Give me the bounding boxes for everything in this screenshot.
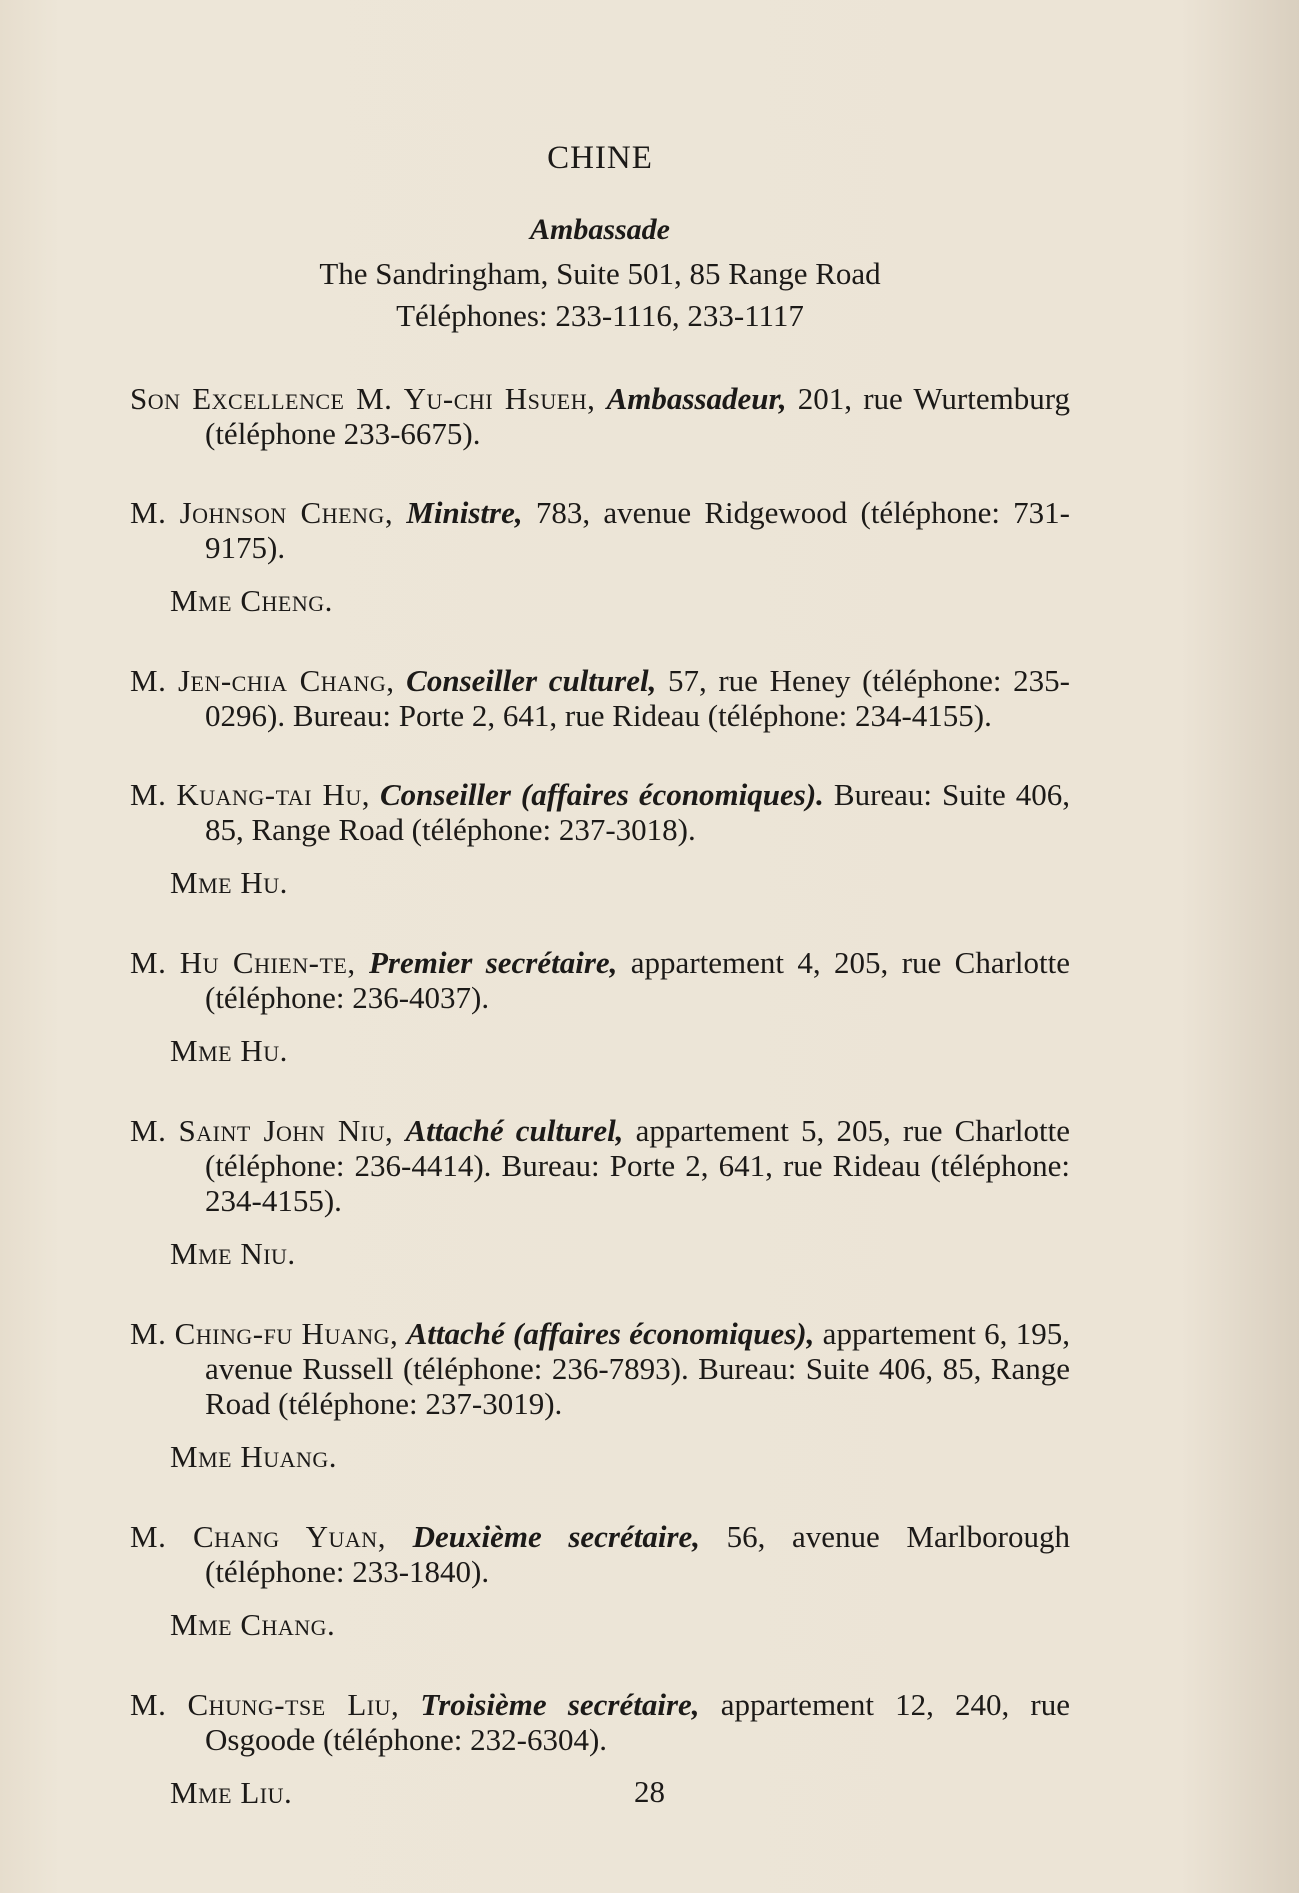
entry-role: Attaché (affaires économiques), <box>406 1316 815 1351</box>
entry-name: Johnson Cheng, <box>179 495 394 530</box>
entry-prefix: M. <box>130 777 167 812</box>
entry-details: appartement 4, 205, rue Charlotte (téléphone: 236-4037). <box>205 945 1071 1015</box>
entry-text <box>130 381 1070 451</box>
entry-prefix: M. <box>130 1519 167 1554</box>
entry-details: appartement 5, 205, rue Charlotte (téléphone: 236-4414). Bureau: Porte 2, 641, rue Rideau (téléphone: 234-4155). <box>205 1113 1070 1218</box>
entry-text <box>130 777 1070 847</box>
page-number: 28 <box>634 1774 665 1809</box>
entry-name: Kuang-tai Hu, <box>176 777 370 812</box>
entry-text <box>130 495 1070 565</box>
entry-details: Bureau: Suite 406, 85, Range Road (téléphone: 237-3018). <box>205 777 1071 847</box>
entry-spouse: Mme Cheng. <box>170 583 333 618</box>
entry-details: 783, avenue Ridgewood (téléphone: 731-9175). <box>205 495 1070 565</box>
entry-role: Ambassadeur, <box>606 381 787 416</box>
diplomat-entry <box>130 1519 1070 1643</box>
entry-role: Conseiller culturel, <box>406 663 657 698</box>
entry-prefix: M. <box>130 945 167 980</box>
diplomat-entry <box>130 663 1070 733</box>
entry-spouse: Mme Hu. <box>170 1033 288 1068</box>
diplomat-entry <box>130 777 1070 901</box>
entry-prefix: M. <box>130 1687 167 1722</box>
entry-text <box>130 1687 1070 1757</box>
entry-prefix: Son Excellence M. <box>130 381 393 416</box>
entry-role: Ministre, <box>406 495 523 530</box>
embassy-phones: Téléphones: 233-1116, 233-1117 <box>396 298 804 333</box>
entry-spouse: Mme Hu. <box>170 865 288 900</box>
entry-details: appartement 6, 195, avenue Russell (téléphone: 236-7893). Bureau: Suite 406, 85, Range Road (téléphone: 237-3019). <box>205 1316 1070 1421</box>
entry-text <box>130 1519 1070 1589</box>
entry-role: Troisième secrétaire, <box>420 1687 700 1722</box>
diplomat-entry <box>130 1113 1070 1272</box>
entry-role: Premier secrétaire, <box>368 945 618 980</box>
entry-details: 57, rue Heney (téléphone: 235-0296). Bureau: Porte 2, 641, rue Rideau (téléphone: 234-4155). <box>205 663 1070 733</box>
diplomat-list <box>130 381 1070 1811</box>
section-heading: Ambassade <box>529 213 670 246</box>
entry-text <box>130 663 1070 733</box>
entry-details: 201, rue Wurtemburg (téléphone 233-6675). <box>205 381 1070 451</box>
entry-spouse: Mme Liu. <box>170 1775 293 1810</box>
diplomat-entry <box>130 1316 1070 1475</box>
diplomat-entry <box>130 495 1070 619</box>
entry-prefix: M. <box>130 1316 167 1351</box>
entry-spouse: Mme Chang. <box>170 1607 336 1642</box>
country-heading: CHINE <box>547 140 653 176</box>
entry-details: appartement 12, 240, rue Osgoode (téléphone: 232-6304). <box>205 1687 1071 1757</box>
entry-name: Jen-chia Chang, <box>177 663 395 698</box>
page-content <box>130 140 1070 1811</box>
entry-spouse: Mme Huang. <box>170 1439 338 1474</box>
diplomat-entry <box>130 945 1070 1069</box>
entry-name: Ching-fu Huang, <box>174 1316 399 1351</box>
entry-name: Yu-chi Hsueh, <box>403 381 596 416</box>
entry-role: Attaché culturel, <box>405 1113 624 1148</box>
entry-text <box>130 945 1070 1015</box>
entry-prefix: M. <box>130 1113 167 1148</box>
entry-text <box>130 1316 1070 1421</box>
entry-name: Chung-tse Liu, <box>187 1687 400 1722</box>
entry-details: 56, avenue Marlborough (téléphone: 233-1840). <box>205 1519 1070 1589</box>
entry-prefix: M. <box>130 495 167 530</box>
entry-name: Saint John Niu, <box>178 1113 394 1148</box>
entry-text <box>130 1113 1070 1218</box>
diplomat-entry <box>130 381 1070 451</box>
entry-role: Deuxième secrétaire, <box>412 1519 701 1554</box>
entry-name: Hu Chien-te, <box>179 945 356 980</box>
embassy-address: The Sandringham, Suite 501, 85 Range Road <box>319 256 881 291</box>
entry-role: Conseiller (affaires économiques). <box>380 777 824 812</box>
entry-spouse: Mme Niu. <box>170 1236 296 1271</box>
entry-prefix: M. <box>130 663 167 698</box>
entry-name: Chang Yuan, <box>192 1519 386 1554</box>
